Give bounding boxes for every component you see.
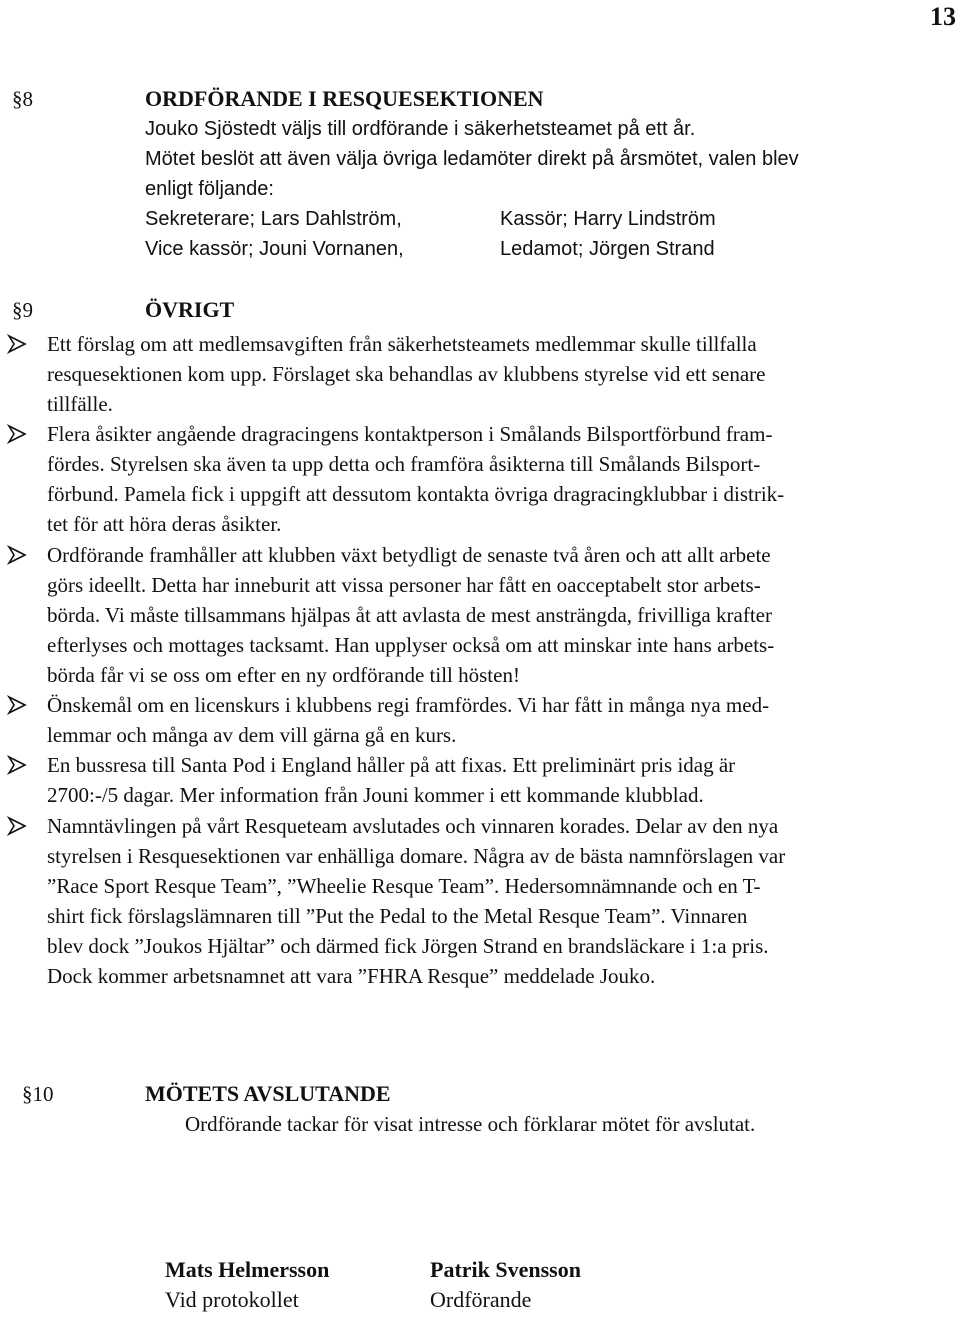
bullet-line: blev dock ”Joukos Hjältar” och därmed fick Jörgen Strand en brandsläckare i 1:a pris. bbox=[47, 934, 769, 958]
arrow-bullet-icon bbox=[6, 754, 28, 776]
section-8-line-1: Jouko Sjöstedt väljs till ordförande i säkerhetsteamet på ett år. bbox=[145, 118, 696, 140]
section-8-line-2: Mötet beslöt att även välja övriga ledamöter direkt på årsmötet, valen blev bbox=[145, 148, 799, 170]
bullet-line: börda får vi se oss om efter en ny ordförande till hösten! bbox=[47, 663, 520, 687]
bullet-line: 2700:-/5 dagar. Mer information från Jouni kommer i ett kommande klubblad. bbox=[47, 783, 704, 807]
section-8-number: §8 bbox=[12, 87, 33, 111]
bullet-line: tet för att höra deras åsikter. bbox=[47, 512, 282, 536]
bullet-line: tillfälle. bbox=[47, 392, 113, 416]
bullet-line: Ett förslag om att medlemsavgiften från säkerhetsteamets medlemmar skulle tillfalla bbox=[47, 332, 757, 356]
section-8-title: ORDFÖRANDE I RESQUESEKTIONEN bbox=[145, 86, 544, 111]
signature-role-1: Vid protokollet bbox=[165, 1287, 299, 1312]
page-number: 13 bbox=[930, 2, 956, 31]
bullet-line: börda. Vi måste tillsammans hjälpas åt att avlasta de mest ansträngda, frivilliga krafter bbox=[47, 603, 772, 627]
arrow-bullet-icon bbox=[6, 815, 28, 837]
section-10-line-1: Ordförande tackar för visat intresse och förklarar mötet för avslutat. bbox=[185, 1112, 756, 1136]
bullet-line: förbund. Pamela fick i uppgift att dessutom kontakta övriga dragracingklubbar i distrik- bbox=[47, 482, 785, 506]
bullet-line: shirt fick förslagslämnaren till ”Put the Pedal to the Metal Resque Team”. Vinnaren bbox=[47, 904, 748, 928]
arrow-bullet-icon bbox=[6, 544, 28, 566]
bullet-line: görs ideellt. Detta har inneburit att vissa personer har fått en oacceptabelt stor arbets- bbox=[47, 573, 761, 597]
role-member: Ledamot; Jörgen Strand bbox=[500, 238, 715, 260]
section-10-number: §10 bbox=[22, 1082, 54, 1106]
section-9-number: §9 bbox=[12, 298, 33, 322]
arrow-bullet-icon bbox=[6, 333, 28, 355]
bullet-line: resquesektionen kom upp. Förslaget ska behandlas av klubbens styrelse vid ett senare bbox=[47, 362, 766, 386]
role-vice-treasurer: Vice kassör; Jouni Vornanen, bbox=[145, 238, 404, 260]
bullet-line: efterlyses och mottages tacksamt. Han upplyser också om att minskar inte hans arbets- bbox=[47, 633, 775, 657]
bullet-line: lemmar och många av dem vill gärna gå en kurs. bbox=[47, 723, 457, 747]
role-treasurer: Kassör; Harry Lindström bbox=[500, 208, 716, 230]
signature-role-2: Ordförande bbox=[430, 1287, 532, 1312]
section-9-title: ÖVRIGT bbox=[145, 297, 235, 322]
arrow-bullet-icon bbox=[6, 694, 28, 716]
role-secretary: Sekreterare; Lars Dahlström, bbox=[145, 208, 402, 230]
signature-name-1: Mats Helmersson bbox=[165, 1257, 330, 1282]
bullet-line: Flera åsikter angående dragracingens kontaktperson i Smålands Bilsportförbund fram- bbox=[47, 422, 773, 446]
section-8-line-3: enligt följande: bbox=[145, 178, 274, 200]
bullet-line: ”Race Sport Resque Team”, ”Wheelie Resque Team”. Hedersomnämnande och en T- bbox=[47, 874, 761, 898]
bullet-line: styrelsen i Resquesektionen var enhälliga domare. Några av de bästa namnförslagen var bbox=[47, 844, 786, 868]
section-10-title: MÖTETS AVSLUTANDE bbox=[145, 1081, 391, 1106]
bullet-line: Namntävlingen på vårt Resqueteam avslutades och vinnaren korades. Delar av den nya bbox=[47, 814, 779, 838]
bullet-line: fördes. Styrelsen ska även ta upp detta och framföra åsikterna till Smålands Bilsport- bbox=[47, 452, 761, 476]
bullet-line: En bussresa till Santa Pod i England håller på att fixas. Ett preliminärt pris idag är bbox=[47, 753, 736, 777]
bullet-line: Önskemål om en licenskurs i klubbens regi framfördes. Vi har fått in många nya med- bbox=[47, 693, 770, 717]
bullet-line: Dock kommer arbetsnamnet att vara ”FHRA Resque” meddelade Jouko. bbox=[47, 964, 656, 988]
arrow-bullet-icon bbox=[6, 423, 28, 445]
signature-name-2: Patrik Svensson bbox=[430, 1257, 581, 1282]
bullet-line: Ordförande framhåller att klubben växt betydligt de senaste två åren och att allt arbete bbox=[47, 543, 771, 567]
